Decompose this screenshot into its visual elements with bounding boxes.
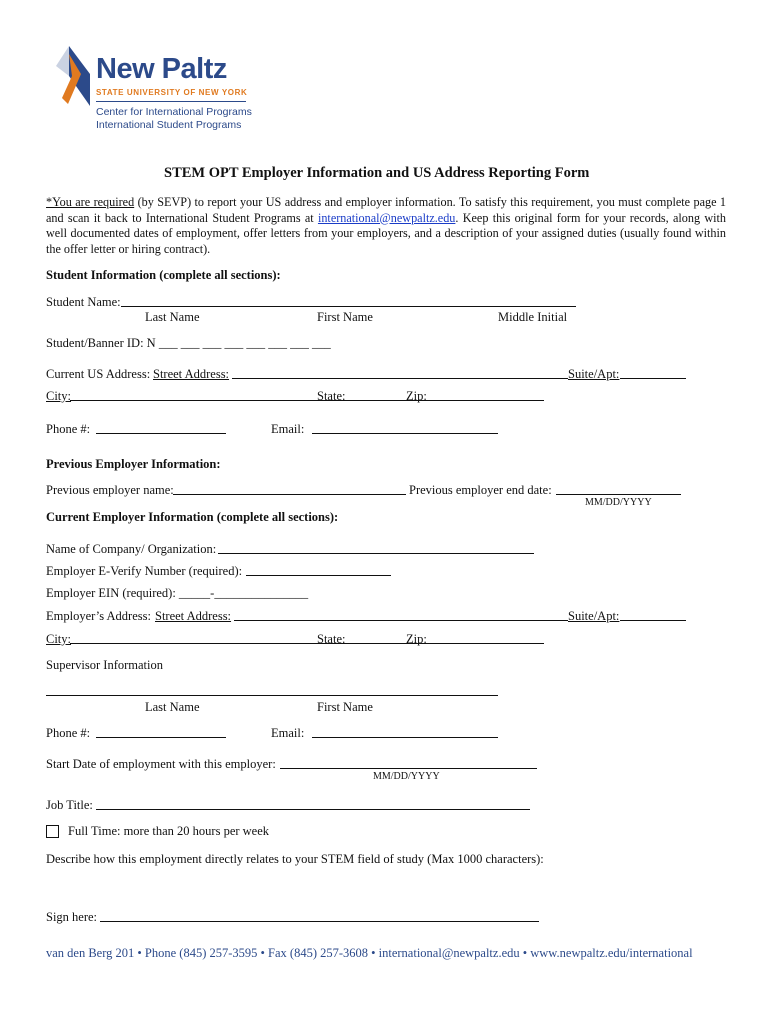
describe-label: Describe how this employment directly relates to your STEM field of study (Max 1000 characters): (46, 852, 544, 866)
intro-text-1: (by SEVP) to report your US address and employer information. To satisfy this requirement, you must complete page 1 and scan it back to International Student Programs at (46, 195, 727, 225)
full-time-checkbox[interactable] (46, 825, 59, 838)
current-heading: Current Employer Information (complete all sections): (46, 510, 339, 524)
logo-programs: International Student Programs (96, 119, 242, 131)
employer-state-label: State: (317, 632, 346, 646)
suite-field[interactable] (620, 378, 686, 379)
employer-city-label: City: (46, 632, 72, 646)
start-date-field[interactable] (280, 768, 537, 769)
job-title-label: Job Title: (46, 798, 93, 812)
company-label: Name of Company/ Organization: (46, 542, 217, 556)
full-time-label: Full Time: more than 20 hours per week (68, 824, 270, 838)
previous-name-field[interactable] (173, 494, 406, 495)
form-title: STEM OPT Employer Information and US Address Reporting Form (164, 165, 590, 181)
start-date-label: Start Date of employment with this employer: (46, 757, 276, 771)
supervisor-last-caption: Last Name (145, 700, 200, 714)
job-title-field[interactable] (96, 809, 530, 810)
intro-text-2: . Keep this original form for your records, along with well documented dates of employment, offer letters from your employers, and a description of your assigned duties (usually found within the offer letter or hiring contract). (46, 210, 726, 256)
first-name-caption: First Name (317, 310, 373, 324)
city-label: City: (46, 389, 72, 403)
street-address-field[interactable] (232, 378, 568, 379)
student-heading: Student Information (complete all sections): (46, 268, 281, 282)
logo-center: Center for International Programs (96, 106, 252, 118)
previous-end-field[interactable] (556, 494, 681, 495)
logo-divider (96, 101, 246, 102)
start-date-format: MM/DD/YYYY (373, 771, 440, 782)
supervisor-phone-label: Phone #: (46, 726, 91, 740)
everify-field[interactable] (246, 575, 391, 576)
student-name-label: Student Name: (46, 295, 121, 309)
supervisor-email-field[interactable] (312, 737, 498, 738)
city-state-zip-field[interactable] (70, 400, 544, 401)
phone-label: Phone #: (46, 422, 91, 436)
employer-city-field[interactable] (70, 643, 544, 644)
banner-id-field[interactable]: Student/Banner ID: N ___ ___ ___ ___ ___ ___ ___ ___ (46, 336, 331, 350)
previous-name-label: Previous employer name: (46, 483, 174, 497)
employer-zip-label: Zip: (406, 632, 427, 646)
phone-field[interactable] (96, 433, 226, 434)
new-paltz-logo-icon (48, 46, 90, 106)
last-name-caption: Last Name (145, 310, 200, 324)
footer-contact: van den Berg 201 • Phone (845) 257-3595 • Fax (845) 257-3608 • international@newpaltz.edu • www.newpaltz.edu/international (46, 946, 693, 960)
supervisor-name-field[interactable] (46, 695, 498, 696)
supervisor-first-caption: First Name (317, 700, 373, 714)
suite-label: Suite/Apt: (568, 367, 620, 381)
employer-address-label: Employer’s Address: (46, 609, 151, 623)
previous-date-format: MM/DD/YYYY (585, 497, 652, 508)
sign-here-label: Sign here: (46, 910, 98, 924)
employer-street-label: Street Address: (155, 609, 232, 623)
email-label: Email: (271, 422, 305, 436)
employer-street-field[interactable] (234, 620, 568, 621)
supervisor-email-label: Email: (271, 726, 305, 740)
employer-suite-label: Suite/Apt: (568, 609, 620, 623)
logo-name: New Paltz (96, 53, 227, 85)
student-name-field[interactable] (121, 306, 576, 307)
intro-paragraph (46, 195, 726, 257)
previous-end-label: Previous employer end date: (409, 483, 552, 497)
email-link[interactable]: international@newpaltz.edu (317, 210, 456, 225)
logo-suny: STATE UNIVERSITY OF NEW YORK (96, 88, 248, 97)
previous-heading: Previous Employer Information: (46, 457, 221, 471)
state-label: State: (317, 389, 346, 403)
zip-label: Zip: (406, 389, 427, 403)
ein-field[interactable]: Employer EIN (required): _____-_______________ (46, 586, 309, 600)
company-field[interactable] (218, 553, 534, 554)
us-address-label: Current US Address: (46, 367, 151, 381)
required-text: *You are required (46, 195, 135, 209)
street-address-label: Street Address: (153, 367, 230, 381)
employer-suite-field[interactable] (620, 620, 686, 621)
middle-initial-caption: Middle Initial (498, 310, 568, 324)
signature-field[interactable] (100, 921, 539, 922)
email-field[interactable] (312, 433, 498, 434)
supervisor-phone-field[interactable] (96, 737, 226, 738)
everify-label: Employer E-Verify Number (required): (46, 564, 243, 578)
supervisor-heading: Supervisor Information (46, 658, 163, 672)
